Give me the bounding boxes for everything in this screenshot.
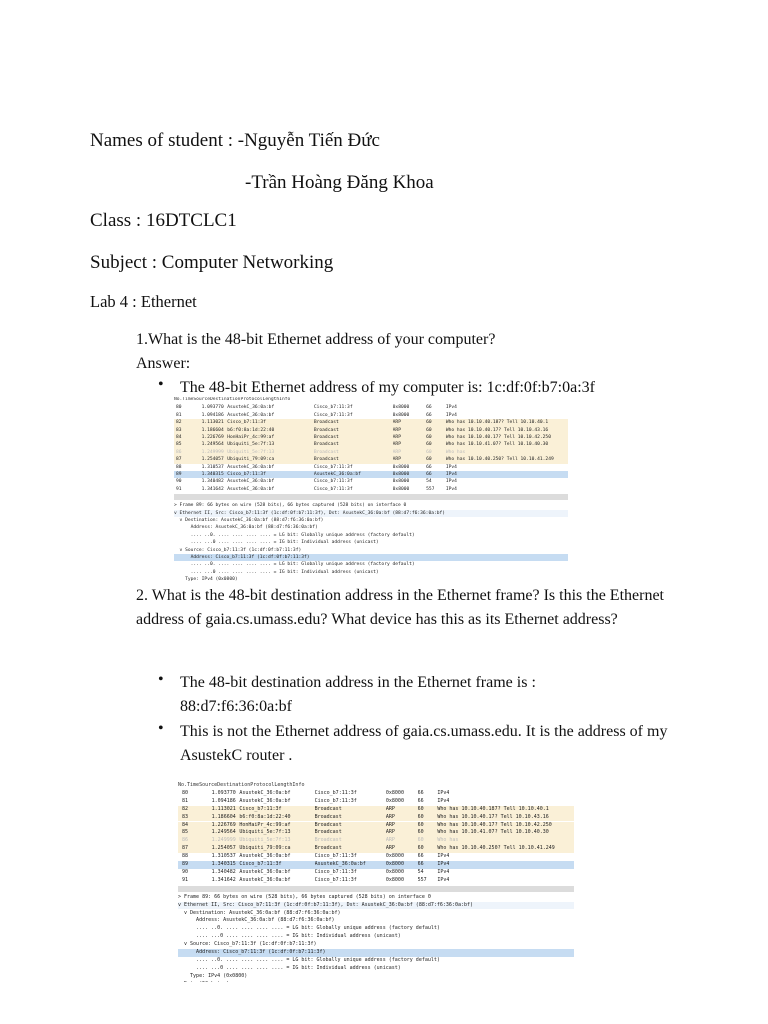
packet-cell: Ubiquiti_5e:7f:13 bbox=[227, 449, 275, 455]
column-header: Source bbox=[193, 397, 210, 402]
packet-cell: 87 bbox=[175, 457, 182, 463]
packet-row bbox=[178, 845, 574, 853]
packet-cell: 60 bbox=[417, 813, 424, 820]
column-header: Info bbox=[279, 397, 291, 402]
packet-cell: 1.340315 bbox=[201, 472, 224, 477]
packet-cell: Broadcast bbox=[314, 845, 342, 852]
wireshark-screenshot-2 bbox=[178, 782, 574, 982]
packet-cell: 0x8000 bbox=[385, 876, 404, 883]
packet-cell: IPv4 bbox=[437, 853, 450, 860]
packet-cell: Cisco_b7:11:3f bbox=[314, 876, 357, 883]
packet-row bbox=[178, 806, 574, 814]
horizontal-scrollbar bbox=[178, 886, 574, 892]
packet-list-header bbox=[174, 397, 568, 404]
packet-cell: 89 bbox=[175, 472, 182, 477]
column-header: Time bbox=[182, 397, 194, 402]
packet-cell: 1.310537 bbox=[211, 853, 236, 860]
packet-cell: 86 bbox=[181, 837, 188, 844]
packet-detail-line: .... ..0. .... .... .... .... = LG bit: Globally unique address (factory default) bbox=[174, 562, 415, 568]
packet-cell: 86 bbox=[175, 449, 182, 455]
packet-detail-line: Address: AsustekC_36:0a:bf (88:d7:f6:36:0a:bf) bbox=[178, 917, 335, 924]
packet-cell: IPv4 bbox=[437, 861, 450, 867]
packet-cell: Ubiquiti_5e:7f:13 bbox=[239, 829, 291, 836]
packet-cell: Cisco_b7:11:3f bbox=[313, 405, 353, 411]
packet-cell: Cisco_b7:11:3f bbox=[313, 464, 353, 470]
packet-cell: 1.249564 bbox=[201, 442, 224, 448]
packet-cell: IPv4 bbox=[445, 479, 457, 485]
packet-cell: Broadcast bbox=[314, 813, 342, 820]
packet-cell: 60 bbox=[417, 805, 424, 812]
packet-detail-line: .... ...0 .... .... .... .... = IG bit: Individual address (unicast) bbox=[178, 933, 401, 940]
packet-list-header bbox=[178, 782, 574, 790]
packet-row bbox=[178, 837, 574, 845]
packet-cell: Broadcast bbox=[313, 435, 339, 440]
packet-detail-line: .... ..0. .... .... .... .... = LG bit: Globally unique address (factory default) bbox=[174, 532, 415, 538]
packet-cell: Broadcast bbox=[313, 449, 339, 455]
packet-cell: 60 bbox=[426, 435, 432, 440]
packet-cell: 1.093770 bbox=[211, 789, 236, 796]
packet-cell: AsustekC_36:0a:bf bbox=[239, 868, 291, 875]
packet-cell: 60 bbox=[417, 829, 424, 836]
packet-cell: AsustekC_36:0a:bf bbox=[313, 472, 361, 477]
q2-answer-bullet-2: This is not the Ethernet address of gaia.cs.umass.edu. It is the address of my AsustekC router . bbox=[180, 723, 668, 764]
packet-cell: IPv4 bbox=[437, 868, 450, 875]
packet-cell: 66 bbox=[417, 853, 424, 860]
packet-cell: 80 bbox=[175, 405, 182, 411]
column-header: No. bbox=[174, 397, 183, 402]
packet-cell: AsustekC_36:0a:bf bbox=[314, 861, 366, 867]
packet-cell: 66 bbox=[417, 789, 424, 796]
packet-cell: 84 bbox=[175, 435, 182, 440]
packet-cell: IPv4 bbox=[445, 486, 457, 492]
packet-cell: HonHaiPr_4c:99:af bbox=[227, 435, 275, 440]
packet-cell: 85 bbox=[175, 442, 182, 448]
packet-cell: Cisco_b7:11:3f bbox=[239, 861, 282, 867]
packet-cell: 1.254057 bbox=[211, 845, 236, 852]
packet-cell: 90 bbox=[181, 868, 188, 875]
packet-cell: Cisco_b7:11:3f bbox=[314, 797, 357, 804]
packet-cell: 1.094186 bbox=[211, 797, 236, 804]
packet-cell: 1.226769 bbox=[211, 821, 236, 828]
packet-cell: 0x8000 bbox=[392, 472, 410, 477]
column-header: Destination bbox=[217, 782, 251, 788]
column-header: Source bbox=[199, 782, 218, 788]
packet-cell: 91 bbox=[175, 486, 182, 492]
packet-cell: 1.093770 bbox=[201, 405, 224, 411]
packet-cell: 0x8000 bbox=[392, 464, 410, 470]
packet-cell: Who has 10.10.40.17? Tell 10.10.43.16 bbox=[445, 427, 549, 433]
packet-cell: IPv4 bbox=[437, 789, 450, 796]
q1-answer-bullet: The 48-bit Ethernet address of my computer is: 1c:df:0f:b7:0a:3f bbox=[180, 379, 595, 396]
packet-detail-line: v Destination: AsustekC_36:0a:bf (88:d7:f6:36:0a:bf) bbox=[178, 909, 341, 916]
packet-cell: 60 bbox=[417, 837, 424, 844]
packet-cell: ARP bbox=[392, 420, 401, 426]
column-header: No. bbox=[178, 782, 188, 788]
packet-cell: ARP bbox=[392, 457, 401, 463]
packet-cell: Cisco_b7:11:3f bbox=[313, 486, 353, 492]
second-student-name: -Trần Hoàng Đăng Khoa bbox=[245, 172, 434, 193]
packet-cell: 60 bbox=[417, 845, 424, 852]
packet-cell: 87 bbox=[181, 845, 188, 852]
packet-cell: ARP bbox=[385, 813, 395, 820]
packet-cell: Who has 10.10.40.187? Tell 10.10.40.1 bbox=[445, 420, 549, 426]
lab-title: Lab 4 : Ethernet bbox=[90, 292, 197, 311]
packet-cell: 1.249999 bbox=[201, 449, 224, 455]
packet-cell: 1.254057 bbox=[201, 457, 224, 463]
packet-cell: ARP bbox=[392, 427, 401, 433]
packet-cell: 91 bbox=[181, 876, 188, 883]
packet-cell: Who has 10.10.40.250? Tell 10.10.41.249 bbox=[437, 845, 555, 852]
packet-row bbox=[174, 404, 568, 411]
packet-cell: 1.340482 bbox=[211, 868, 236, 875]
packet-cell: HonHaiPr_4c:99:af bbox=[239, 821, 291, 828]
packet-cell: Broadcast bbox=[313, 427, 339, 433]
packet-cell: 60 bbox=[426, 427, 432, 433]
packet-cell: ARP bbox=[385, 821, 395, 828]
packet-cell: 90 bbox=[175, 479, 182, 485]
packet-cell: Cisco_b7:11:3f bbox=[313, 479, 353, 485]
packet-cell: Who has 10.10.41.07? Tell 10.10.40.30 bbox=[437, 829, 549, 836]
packet-cell: 1.113021 bbox=[201, 420, 224, 426]
packet-detail-line: Type: IPv4 (0x0800) bbox=[174, 577, 238, 583]
packet-cell: ARP bbox=[385, 837, 395, 844]
packet-cell: AsustekC_36:0a:bf bbox=[227, 405, 275, 411]
packet-cell: 88 bbox=[175, 464, 182, 470]
packet-row bbox=[174, 427, 568, 434]
packet-cell: 1.226769 bbox=[201, 435, 224, 440]
packet-cell: Who has 10.10.40.250? Tell 10.10.41.249 bbox=[445, 457, 554, 463]
packet-cell: AsustekC_36:0a:bf bbox=[239, 797, 291, 804]
packet-cell: IPv4 bbox=[445, 472, 457, 477]
packet-cell: Broadcast bbox=[314, 821, 342, 828]
packet-cell: Cisco_b7:11:3f bbox=[239, 805, 282, 812]
packet-row bbox=[178, 814, 574, 822]
packet-row bbox=[178, 869, 574, 877]
packet-cell: IPv4 bbox=[437, 797, 450, 804]
packet-cell: 54 bbox=[417, 868, 424, 875]
packet-row bbox=[174, 486, 568, 493]
packet-row bbox=[178, 877, 574, 885]
packet-detail-line: v Source: Cisco_b7:11:3f (1c:df:0f:b7:11:3f) bbox=[174, 547, 302, 553]
packet-cell: 84 bbox=[181, 821, 188, 828]
packet-cell: 83 bbox=[181, 813, 188, 820]
packet-cell: 0x8000 bbox=[385, 789, 404, 796]
packet-detail-line: Type: IPv4 (0x0800) bbox=[178, 972, 248, 979]
packet-cell: 83 bbox=[175, 427, 182, 433]
packet-cell: AsustekC_36:0a:bf bbox=[227, 412, 275, 418]
packet-cell: 81 bbox=[181, 797, 188, 804]
packet-cell: 66 bbox=[417, 861, 424, 867]
packet-cell: 1.249999 bbox=[211, 837, 236, 844]
packet-cell: 0x8000 bbox=[392, 479, 410, 485]
packet-cell: Who has 10.10.40.17? Tell 10.10.42.250 bbox=[445, 435, 551, 440]
packet-detail-line bbox=[178, 981, 574, 982]
packet-cell: 66 bbox=[426, 405, 432, 411]
packet-cell: ARP bbox=[392, 435, 401, 440]
packet-detail-line: v Destination: AsustekC_36:0a:bf (88:d7:f6:36:0a:bf) bbox=[174, 518, 324, 523]
packet-cell: 0x8000 bbox=[392, 486, 410, 492]
packet-cell: 82 bbox=[175, 420, 182, 426]
packet-cell: Broadcast bbox=[314, 837, 342, 844]
packet-row bbox=[174, 441, 568, 448]
packet-cell: 0x8000 bbox=[385, 797, 404, 804]
packet-cell: Who has bbox=[437, 837, 459, 844]
packet-cell: 557 bbox=[426, 486, 435, 492]
packet-cell: 0x8000 bbox=[385, 861, 404, 867]
packet-detail-line: Address: AsustekC_36:0a:bf (88:d7:f6:36:0a:bf) bbox=[174, 525, 318, 531]
packet-row bbox=[178, 829, 574, 837]
packet-cell: 85 bbox=[181, 829, 188, 836]
packet-row bbox=[174, 434, 568, 441]
bullet-dot: • bbox=[158, 671, 164, 688]
packet-cell: 1.310537 bbox=[201, 464, 224, 470]
packet-cell: IPv4 bbox=[445, 412, 457, 418]
packet-cell: AsustekC_36:0a:bf bbox=[239, 876, 291, 883]
packet-detail-line: Address: Cisco_b7:11:3f (1c:df:0f:b7:11:3f) bbox=[178, 949, 574, 957]
packet-row bbox=[178, 822, 574, 830]
packet-cell: Ubiquiti_5e:7f:13 bbox=[239, 837, 291, 844]
packet-cell: Cisco_b7:11:3f bbox=[314, 868, 357, 875]
packet-cell: 60 bbox=[417, 821, 424, 828]
question-2: 2. What is the 48-bit destination address in the Ethernet frame? Is this the Ethernet address of gaia.cs.umass.edu? What device has this as its Ethernet address? bbox=[136, 587, 664, 628]
packet-cell: Cisco_b7:11:3f bbox=[314, 789, 357, 796]
packet-detail-line: .... ...0 .... .... .... .... = IG bit: Individual address (unicast) bbox=[178, 964, 401, 971]
column-header: Info bbox=[292, 782, 305, 788]
packet-cell: 0x8000 bbox=[392, 405, 410, 411]
packet-cell: Cisco_b7:11:3f bbox=[227, 420, 266, 426]
packet-cell: AsustekC_36:0a:bf bbox=[239, 853, 291, 860]
packet-cell: 89 bbox=[181, 861, 188, 867]
packet-cell: Broadcast bbox=[313, 457, 339, 463]
answer-label: Answer: bbox=[136, 355, 191, 372]
packet-detail-line: Address: Cisco_b7:11:3f (1c:df:0f:b7:11:3f) bbox=[174, 554, 568, 561]
packet-detail-line: v Source: Cisco_b7:11:3f (1c:df:0f:b7:11:3f) bbox=[178, 941, 317, 948]
question-1: 1.What is the 48-bit Ethernet address of your computer? bbox=[136, 331, 496, 348]
packet-cell: 88 bbox=[181, 853, 188, 860]
packet-cell: 1.341642 bbox=[211, 876, 236, 883]
packet-cell: 66 bbox=[417, 797, 424, 804]
packet-cell: 81 bbox=[175, 412, 182, 418]
packet-cell: Ubiquiti_79:09:ca bbox=[227, 457, 275, 463]
packet-row bbox=[174, 464, 568, 471]
packet-cell: ARP bbox=[385, 805, 395, 812]
packet-detail-line: > Frame 89: 66 bytes on wire (528 bits), 66 bytes captured (528 bits) on interface 0 bbox=[174, 503, 407, 509]
packet-cell: 0x8000 bbox=[385, 868, 404, 875]
packet-cell: 66 bbox=[426, 412, 432, 418]
packet-row bbox=[174, 456, 568, 463]
packet-cell: 1.094186 bbox=[201, 412, 224, 418]
packet-cell: Who has 10.10.41.07? Tell 10.10.40.30 bbox=[445, 442, 549, 448]
packet-row bbox=[178, 853, 574, 861]
packet-cell: 66 bbox=[426, 472, 432, 477]
packet-detail-line: .... ..0. .... .... .... .... = LG bit: Globally unique address (factory default) bbox=[178, 925, 440, 932]
packet-row bbox=[178, 790, 574, 798]
packet-cell: 1.340482 bbox=[201, 479, 224, 485]
packet-cell: Broadcast bbox=[313, 442, 339, 448]
bullet-dot: • bbox=[158, 376, 164, 393]
column-header: Destination bbox=[210, 397, 241, 402]
packet-cell: Who has bbox=[445, 449, 466, 455]
packet-cell: 66 bbox=[426, 464, 432, 470]
packet-cell: 0x8000 bbox=[392, 412, 410, 418]
packet-detail-line: .... ...0 .... .... .... .... = IG bit: Individual address (unicast) bbox=[174, 540, 379, 546]
packet-cell: Cisco_b7:11:3f bbox=[313, 412, 353, 418]
packet-cell: IPv4 bbox=[445, 464, 457, 470]
packet-cell: 1.186604 bbox=[211, 813, 236, 820]
packet-cell: b6:f0:8a:1d:22:40 bbox=[239, 813, 291, 820]
packet-row bbox=[178, 798, 574, 806]
packet-row bbox=[174, 478, 568, 485]
packet-cell: Broadcast bbox=[314, 829, 342, 836]
packet-cell: Cisco_b7:11:3f bbox=[314, 853, 357, 860]
subject-line: Subject : Computer Networking bbox=[90, 252, 334, 273]
packet-row bbox=[174, 449, 568, 456]
packet-cell: AsustekC_36:0a:bf bbox=[227, 464, 275, 470]
packet-cell: 1.341642 bbox=[201, 486, 224, 492]
packet-cell: Broadcast bbox=[314, 805, 342, 812]
packet-detail-line: v Ethernet II, Src: Cisco_b7:11:3f (1c:df:0f:b7:11:3f), Dst: AsustekC_36:0a:bf (88:d7:f6:36:0a:bf) bbox=[178, 902, 574, 910]
packet-cell: 60 bbox=[426, 457, 432, 463]
packet-cell: Cisco_b7:11:3f bbox=[227, 472, 266, 477]
packet-cell: ARP bbox=[392, 449, 401, 455]
horizontal-scrollbar bbox=[174, 494, 568, 500]
packet-cell: 80 bbox=[181, 789, 188, 796]
column-header: Length bbox=[262, 397, 280, 402]
packet-cell: 60 bbox=[426, 442, 432, 448]
packet-cell: Broadcast bbox=[313, 420, 339, 426]
column-header: Protocol bbox=[240, 397, 263, 402]
packet-cell: 60 bbox=[426, 449, 432, 455]
column-header: Time bbox=[187, 782, 200, 788]
student-names-line: Names of student : -Nguyễn Tiến Đức bbox=[90, 130, 380, 151]
packet-cell: 1.249564 bbox=[211, 829, 236, 836]
packet-cell: Ubiquiti_79:09:ca bbox=[239, 845, 291, 852]
packet-cell: IPv4 bbox=[437, 876, 450, 883]
packet-cell: Ubiquiti_5e:7f:13 bbox=[227, 442, 275, 448]
wireshark-screenshot-1 bbox=[174, 397, 568, 583]
packet-cell: Who has 10.10.40.187? Tell 10.10.40.1 bbox=[437, 805, 549, 812]
packet-detail-line: > Frame 89: 66 bytes on wire (528 bits), 66 bytes captured (528 bits) on interface 0 bbox=[178, 893, 431, 900]
column-header: Protocol bbox=[250, 782, 275, 788]
packet-row bbox=[178, 861, 574, 869]
packet-cell: ARP bbox=[392, 442, 401, 448]
packet-cell: 1.113021 bbox=[211, 805, 236, 812]
class-line: Class : 16DTCLC1 bbox=[90, 210, 237, 231]
packet-cell: AsustekC_36:0a:bf bbox=[227, 486, 275, 492]
packet-cell: 1.340315 bbox=[211, 861, 236, 867]
packet-cell: AsustekC_36:0a:bf bbox=[227, 479, 275, 485]
packet-detail-line: v Ethernet II, Src: Cisco_b7:11:3f (1c:df:0f:b7:11:3f), Dst: AsustekC_36:0a:bf (88:d7:f6:36:0a:bf) bbox=[174, 510, 568, 517]
packet-cell: Who has 10.10.40.17? Tell 10.10.43.16 bbox=[437, 813, 549, 820]
packet-row bbox=[174, 412, 568, 419]
column-header: Length bbox=[274, 782, 293, 788]
packet-cell: b6:f0:8a:1d:22:40 bbox=[227, 427, 275, 433]
packet-cell: ARP bbox=[385, 829, 395, 836]
packet-cell: IPv4 bbox=[445, 405, 457, 411]
packet-cell: ARP bbox=[385, 845, 395, 852]
packet-detail-line: .... ...0 .... .... .... .... = IG bit: Individual address (unicast) bbox=[174, 569, 379, 575]
packet-cell: 54 bbox=[426, 479, 432, 485]
q2-answer-bullet-1: The 48-bit destination address in the Ethernet frame is : 88:d7:f6:36:0a:bf bbox=[180, 674, 536, 715]
packet-cell: 557 bbox=[417, 876, 427, 883]
packet-row bbox=[174, 419, 568, 426]
packet-cell: 60 bbox=[426, 420, 432, 426]
packet-cell: 1.186604 bbox=[201, 427, 224, 433]
packet-row bbox=[174, 471, 568, 478]
packet-cell: Who has 10.10.40.17? Tell 10.10.42.250 bbox=[437, 821, 552, 828]
packet-detail-line: .... ..0. .... .... .... .... = LG bit: Globally unique address (factory default) bbox=[178, 956, 440, 963]
packet-cell: AsustekC_36:0a:bf bbox=[239, 789, 291, 796]
packet-cell: 82 bbox=[181, 805, 188, 812]
bullet-dot: • bbox=[158, 720, 164, 737]
packet-cell: 0x8000 bbox=[385, 853, 404, 860]
